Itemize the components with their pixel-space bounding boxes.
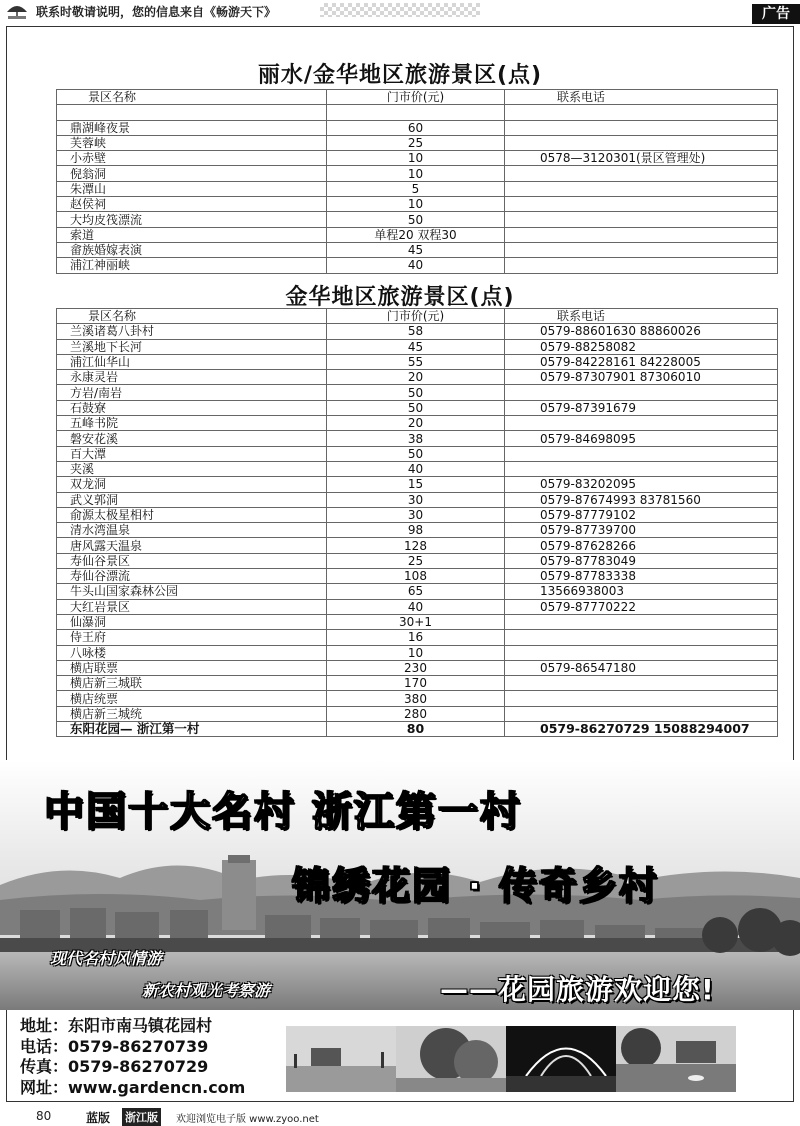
phone-cell: 0579-88258082 bbox=[505, 339, 778, 354]
column-header: 景区名称 bbox=[57, 309, 327, 324]
phone-cell bbox=[505, 446, 778, 461]
phone-cell bbox=[505, 645, 778, 660]
jinhua-table bbox=[56, 308, 778, 737]
phone-cell bbox=[505, 227, 778, 242]
price-cell: 50 bbox=[327, 446, 505, 461]
column-header: 联系电话 bbox=[505, 90, 778, 105]
column-header: 景区名称 bbox=[57, 90, 327, 105]
price-cell: 98 bbox=[327, 523, 505, 538]
price-cell: 40 bbox=[327, 599, 505, 614]
phone-cell: 0579-87779102 bbox=[505, 507, 778, 522]
table-row bbox=[57, 584, 778, 599]
table-row bbox=[57, 507, 778, 522]
site-name-cell: 八咏楼 bbox=[57, 645, 327, 660]
price-cell: 38 bbox=[327, 431, 505, 446]
price-cell: 30 bbox=[327, 492, 505, 507]
price-cell: 380 bbox=[327, 691, 505, 706]
phone-cell: 0579-87628266 bbox=[505, 538, 778, 553]
edition-label: 蓝版 bbox=[86, 1111, 111, 1125]
phone-cell: 0579-87674993 83781560 bbox=[505, 492, 778, 507]
slogan-main: 中国十大名村 浙江第一村 bbox=[44, 789, 522, 835]
site-name-cell: 朱潭山 bbox=[57, 181, 327, 196]
price-cell: 45 bbox=[327, 339, 505, 354]
phone-cell bbox=[505, 461, 778, 476]
photo-fountain bbox=[506, 1026, 626, 1092]
site-name-cell: 俞源太极星相村 bbox=[57, 507, 327, 522]
price-cell: 55 bbox=[327, 354, 505, 369]
site-name-cell: 横店联票 bbox=[57, 660, 327, 675]
slogan-sub: 锦绣花园 · 传奇乡村 bbox=[292, 864, 659, 908]
site-name-cell: 兰溪地下长河 bbox=[57, 339, 327, 354]
tag-modern-village: 现代名村风情游 bbox=[50, 949, 163, 968]
ad-tag: 广告 bbox=[752, 4, 800, 24]
site-name-cell: 磐安花溪 bbox=[57, 431, 327, 446]
table-header bbox=[57, 90, 778, 105]
table-row bbox=[57, 477, 778, 492]
price-cell: 20 bbox=[327, 416, 505, 431]
site-name-cell: 武义郭洞 bbox=[57, 492, 327, 507]
phone-cell bbox=[505, 630, 778, 645]
site-name-cell: 赵侯祠 bbox=[57, 197, 327, 212]
phone-cell: 0578—3120301(景区管理处) bbox=[505, 151, 778, 166]
table-row bbox=[57, 212, 778, 227]
price-cell: 40 bbox=[327, 461, 505, 476]
phone-cell: 0579-88601630 88860026 bbox=[505, 324, 778, 339]
phone-cell bbox=[505, 135, 778, 150]
price-cell: 10 bbox=[327, 151, 505, 166]
table-row bbox=[57, 197, 778, 212]
phone-cell: 0579-87307901 87306010 bbox=[505, 370, 778, 385]
phone-cell bbox=[505, 242, 778, 257]
price-cell: 5 bbox=[327, 181, 505, 196]
price-cell: 45 bbox=[327, 242, 505, 257]
phone-cell bbox=[505, 212, 778, 227]
phone-cell: 0579-83202095 bbox=[505, 477, 778, 492]
table-row bbox=[57, 354, 778, 369]
table-row bbox=[57, 599, 778, 614]
price-cell: 25 bbox=[327, 553, 505, 568]
table-row bbox=[57, 492, 778, 507]
site-name-cell: 双龙洞 bbox=[57, 477, 327, 492]
site-name-cell: 仙瀑洞 bbox=[57, 614, 327, 629]
phone-cell: 0579-87391679 bbox=[505, 400, 778, 415]
tag-new-rural: 新农村观光考察游 bbox=[142, 981, 271, 1000]
table-row bbox=[57, 569, 778, 584]
table-row bbox=[57, 691, 778, 706]
price-cell: 30+1 bbox=[327, 614, 505, 629]
table-row bbox=[57, 722, 778, 737]
site-name-cell: 横店新三城联 bbox=[57, 676, 327, 691]
price-cell: 15 bbox=[327, 477, 505, 492]
contact-info bbox=[20, 1016, 245, 1098]
price-cell: 10 bbox=[327, 645, 505, 660]
header-pattern bbox=[320, 3, 480, 17]
table-row bbox=[57, 400, 778, 415]
phone-cell: 0579-84698095 bbox=[505, 431, 778, 446]
site-name-cell: 寿仙谷漂流 bbox=[57, 569, 327, 584]
table-row bbox=[57, 645, 778, 660]
site-name-cell: 百大潭 bbox=[57, 446, 327, 461]
phone-cell bbox=[505, 105, 778, 120]
site-name-cell: 夹溪 bbox=[57, 461, 327, 476]
site-name-cell: 寿仙谷景区 bbox=[57, 553, 327, 568]
site-name-cell: 侍王府 bbox=[57, 630, 327, 645]
price-cell: 58 bbox=[327, 324, 505, 339]
price-cell: 20 bbox=[327, 370, 505, 385]
table-row bbox=[57, 105, 778, 120]
table-row bbox=[57, 385, 778, 400]
site-name-cell: 浦江神丽峡 bbox=[57, 258, 327, 273]
site-name-cell: 方岩/南岩 bbox=[57, 385, 327, 400]
price-cell: 60 bbox=[327, 120, 505, 135]
site-name-cell: 芙蓉峡 bbox=[57, 135, 327, 150]
address-line: 地址：东阳市南马镇花园村 bbox=[20, 1016, 213, 1035]
site-name-cell: 清水湾温泉 bbox=[57, 523, 327, 538]
table-row bbox=[57, 324, 778, 339]
site-name-cell: 索道 bbox=[57, 227, 327, 242]
umbrella-logo-icon bbox=[6, 2, 28, 20]
site-name-cell: 东阳花园— 浙江第一村 bbox=[57, 722, 327, 737]
table-row bbox=[57, 151, 778, 166]
site-name-cell: 大均皮筏漂流 bbox=[57, 212, 327, 227]
site-name-cell: 横店统票 bbox=[57, 691, 327, 706]
site-name-cell bbox=[57, 105, 327, 120]
phone-cell: 0579-84228161 84228005 bbox=[505, 354, 778, 369]
site-name-cell: 石鼓寮 bbox=[57, 400, 327, 415]
price-cell: 16 bbox=[327, 630, 505, 645]
phone-cell bbox=[505, 197, 778, 212]
price-cell: 10 bbox=[327, 166, 505, 181]
phone-cell bbox=[505, 416, 778, 431]
table-row bbox=[57, 706, 778, 721]
phone-cell: 0579-87739700 bbox=[505, 523, 778, 538]
price-cell: 50 bbox=[327, 385, 505, 400]
phone-cell bbox=[505, 120, 778, 135]
table-row bbox=[57, 120, 778, 135]
photo-tree bbox=[396, 1026, 516, 1092]
phone-cell: 0579-86270729 15088294007 bbox=[505, 722, 778, 737]
site-name-cell: 鼎湖峰夜景 bbox=[57, 120, 327, 135]
column-header: 联系电话 bbox=[505, 309, 778, 324]
price-cell: 170 bbox=[327, 676, 505, 691]
table-row bbox=[57, 660, 778, 675]
price-cell: 单程20 双程30 bbox=[327, 227, 505, 242]
phone-cell: 0579-87770222 bbox=[505, 599, 778, 614]
table-row bbox=[57, 370, 778, 385]
section2-title: 金华地区旅游景区(点) bbox=[285, 285, 515, 310]
price-cell: 40 bbox=[327, 258, 505, 273]
table-row bbox=[57, 538, 778, 553]
page-number: 80 bbox=[36, 1109, 52, 1123]
table-row bbox=[57, 227, 778, 242]
price-cell: 50 bbox=[327, 212, 505, 227]
region-badge: 浙江版 bbox=[122, 1108, 161, 1126]
table-row bbox=[57, 523, 778, 538]
phone-cell bbox=[505, 166, 778, 181]
price-cell: 230 bbox=[327, 660, 505, 675]
site-name-cell: 唐风露天温泉 bbox=[57, 538, 327, 553]
price-cell: 65 bbox=[327, 584, 505, 599]
phone-cell bbox=[505, 706, 778, 721]
table-row bbox=[57, 553, 778, 568]
photo-lake-pavilion bbox=[616, 1026, 736, 1092]
footer-bar bbox=[0, 1106, 800, 1126]
fax-line: 传真：0579-86270729 bbox=[20, 1057, 209, 1076]
price-cell: 10 bbox=[327, 197, 505, 212]
phone-cell: 13566938003 bbox=[505, 584, 778, 599]
footer-welcome: 欢迎浏览电子版 www.zyoo.net bbox=[176, 1114, 319, 1125]
site-name-cell: 大红岩景区 bbox=[57, 599, 327, 614]
table-row bbox=[57, 461, 778, 476]
website-line[interactable]: 网址：www.gardencn.com bbox=[20, 1077, 246, 1097]
column-header: 门市价(元) bbox=[327, 309, 505, 324]
site-name-cell: 畲族婚嫁表演 bbox=[57, 242, 327, 257]
table-row bbox=[57, 446, 778, 461]
table-row bbox=[57, 431, 778, 446]
phone-line: 电话：0579-86270739 bbox=[20, 1036, 209, 1056]
phone-cell bbox=[505, 676, 778, 691]
site-name-cell: 浦江仙华山 bbox=[57, 354, 327, 369]
table-row bbox=[57, 242, 778, 257]
table-row bbox=[57, 614, 778, 629]
column-header: 门市价(元) bbox=[327, 90, 505, 105]
table-row bbox=[57, 166, 778, 181]
phone-cell: 0579-87783338 bbox=[505, 569, 778, 584]
table-row bbox=[57, 416, 778, 431]
phone-cell bbox=[505, 258, 778, 273]
section1-title: 丽水/金华地区旅游景区(点) bbox=[257, 63, 543, 88]
price-cell: 50 bbox=[327, 400, 505, 415]
price-cell: 80 bbox=[327, 722, 505, 737]
phone-cell bbox=[505, 614, 778, 629]
site-name-cell: 五峰书院 bbox=[57, 416, 327, 431]
table-row bbox=[57, 181, 778, 196]
price-cell: 30 bbox=[327, 507, 505, 522]
site-name-cell: 倪翁洞 bbox=[57, 166, 327, 181]
table-row bbox=[57, 258, 778, 273]
welcome-slogan: ——花园旅游欢迎您! bbox=[440, 973, 715, 1006]
table-header bbox=[57, 309, 778, 324]
phone-cell bbox=[505, 181, 778, 196]
table-row bbox=[57, 630, 778, 645]
promo-banner bbox=[0, 760, 800, 1010]
site-name-cell: 永康灵岩 bbox=[57, 370, 327, 385]
top-bar bbox=[0, 0, 800, 22]
price-cell: 128 bbox=[327, 538, 505, 553]
table-row bbox=[57, 339, 778, 354]
price-cell: 280 bbox=[327, 706, 505, 721]
site-name-cell: 小赤壁 bbox=[57, 151, 327, 166]
phone-cell: 0579-86547180 bbox=[505, 660, 778, 675]
site-name-cell: 兰溪诸葛八卦村 bbox=[57, 324, 327, 339]
photo-plaza bbox=[286, 1026, 406, 1092]
site-name-cell: 牛头山国家森林公园 bbox=[57, 584, 327, 599]
table-row bbox=[57, 676, 778, 691]
phone-cell bbox=[505, 691, 778, 706]
site-name-cell: 横店新三城统 bbox=[57, 706, 327, 721]
price-cell bbox=[327, 105, 505, 120]
header-notice: 联系时敬请说明，您的信息来自《畅游天下》 bbox=[36, 5, 277, 19]
price-cell: 108 bbox=[327, 569, 505, 584]
price-cell: 25 bbox=[327, 135, 505, 150]
table-row bbox=[57, 135, 778, 150]
lishui-jinhua-table bbox=[56, 89, 778, 274]
phone-cell bbox=[505, 385, 778, 400]
phone-cell: 0579-87783049 bbox=[505, 553, 778, 568]
